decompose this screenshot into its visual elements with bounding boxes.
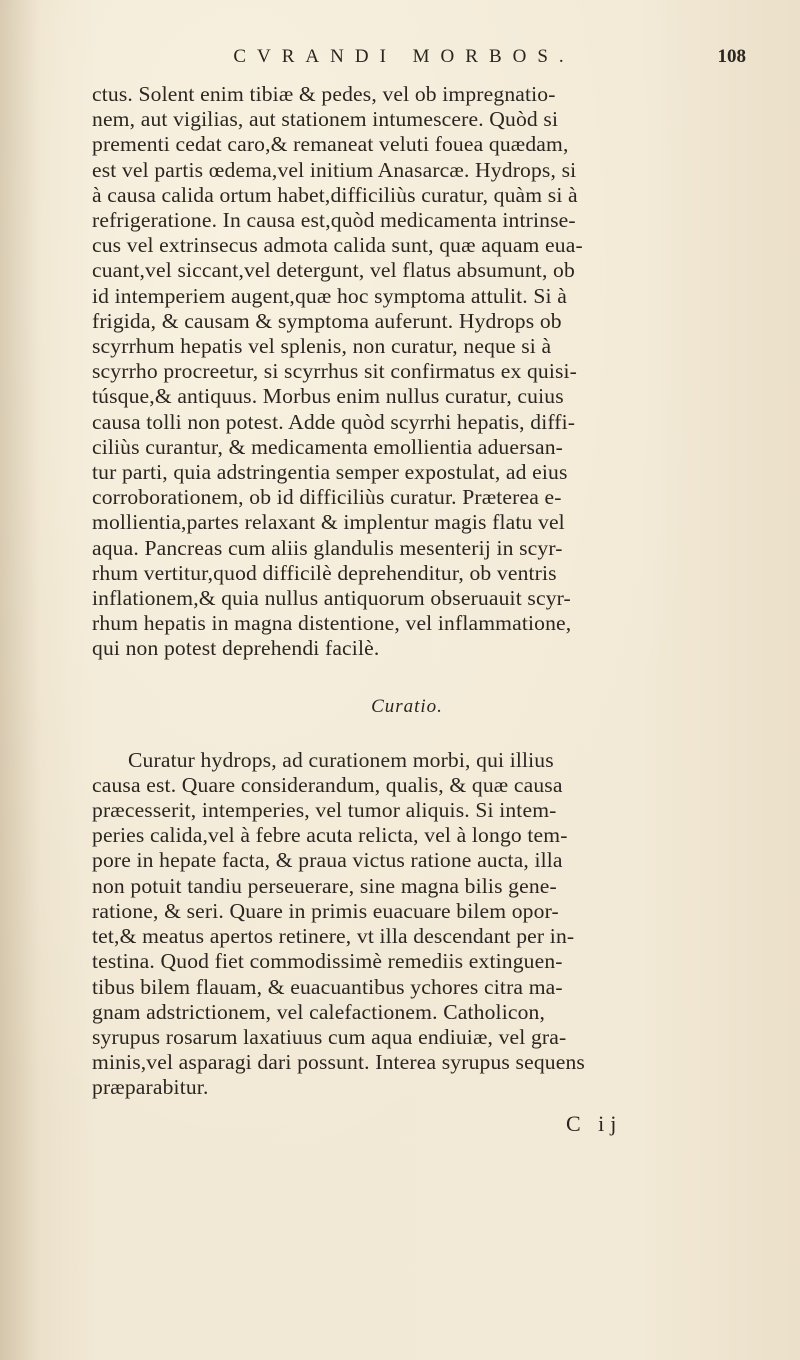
text-line: inflationem,& quia nullus antiquorum obseruauit scyr- [92, 586, 571, 611]
text-line: præcesserit, intemperies, vel tumor aliquis. Si intem- [92, 798, 557, 823]
section-heading: Curatio. [371, 695, 443, 717]
text-line: causa est. Quare considerandum, qualis, & quæ causa [92, 772, 563, 797]
text-line: id intemperiem augent,quæ hoc symptoma attulit. Si à [92, 283, 567, 308]
text-line: peries calida,vel à febre acuta relicta, vel à longo tem- [92, 823, 568, 848]
text-line: refrigeratione. In causa est,quòd medicamenta intrinse- [92, 208, 576, 233]
text-line: rhum hepatis in magna distentione, vel inflammatione, [92, 611, 572, 636]
page-number: 108 [717, 46, 746, 67]
text-line: rhum vertitur,quod difficilè deprehenditur, ob ventris [92, 560, 557, 585]
text-line: testina. Quod fiet commodissimè remediis extinguen- [92, 949, 563, 974]
text-line: cuant,vel siccant,vel detergunt, vel flatus absumunt, ob [92, 258, 575, 283]
text-line: frigida, & causam & symptoma auferunt. Hydrops ob [92, 308, 562, 333]
text-line: ratione, & seri. Quare in primis euacuare bilem opor- [92, 898, 559, 923]
text-line: tur parti, quia adstringentia semper expostulat, ad eius [92, 460, 568, 485]
text-line: non potuit tandiu perseuerare, sine magna bilis gene- [92, 873, 557, 898]
text-line: scyrrho procreetur, si scyrrhus sit confirmatus ex quisi- [92, 359, 578, 384]
text-line: Curatur hydrops, ad curationem morbi, qui illius [128, 747, 554, 772]
text-line: cus vel extrinsecus admota calida sunt, quæ aquam eua- [92, 233, 583, 258]
text-line: tibus bilem flauam, & euacuantibus ychores citra ma- [92, 974, 563, 999]
text-line: à causa calida ortum habet,difficiliùs curatur, quàm si à [92, 182, 578, 207]
main-text [92, 82, 746, 1137]
paragraph-1 [92, 82, 746, 662]
text-line: aqua. Pancreas cum aliis glandulis mesenterij in scyr- [92, 535, 563, 560]
text-line: túsque,& antiquus. Morbus enim nullus curatur, cuius [92, 384, 564, 409]
signature-mark: C ij [566, 1110, 623, 1136]
text-line: scyrrhum hepatis vel splenis, non curatur, neque si à [92, 334, 552, 359]
text-line: syrupus rosarum laxatiuus cum aqua endiuiæ, vel gra- [92, 1024, 567, 1049]
page-header [92, 46, 746, 82]
text-line: nem, aut vigilias, aut stationem intumescere. Quòd si [92, 107, 559, 132]
text-line: tet,& meatus apertos retinere, vt illa descendant per in- [92, 924, 575, 949]
text-line: minis,vel asparagi dari possunt. Interea syrupus sequens [92, 1050, 585, 1075]
text-line: pore in hepate facta, & praua victus ratione aucta, illa [92, 848, 563, 873]
text-line: ctus. Solent enim tibiæ & pedes, vel ob impregnatio- [92, 82, 556, 106]
running-head: CVRANDI MORBOS. [233, 46, 575, 67]
paragraph-2 [92, 748, 746, 1101]
text-line: mollientia,partes relaxant & implentur magis flatu vel [92, 510, 565, 535]
text-line: præparabitur. [92, 1075, 209, 1100]
text-line: qui non potest deprehendi facilè. [92, 636, 380, 661]
text-line: est vel partis œdema,vel initium Anasarcæ. Hydrops, si [92, 157, 577, 182]
text-line: corroborationem, ob id difficiliùs curatur. Præterea e- [92, 485, 562, 510]
text-line: causa tolli non potest. Adde quòd scyrrhi hepatis, diffi- [92, 409, 576, 434]
text-line: gnam adstrictionem, vel calefactionem. Catholicon, [92, 999, 546, 1024]
text-line: ciliùs curantur, & medicamenta emollientia aduersan- [92, 434, 564, 459]
text-line: prementi cedat caro,& remaneat veluti fouea quædam, [92, 132, 569, 157]
page-edge-shadow [0, 0, 40, 1360]
